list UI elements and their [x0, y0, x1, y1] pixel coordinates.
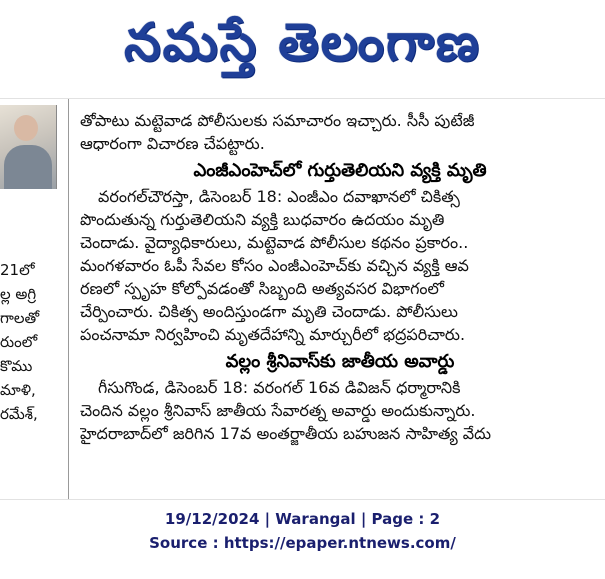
edition-meta: 19/12/2024 | Warangal | Page : 2 [164, 510, 441, 528]
article-line: మంగళవారం ఓపీ సేవల కోసం ఎంజీఎంహెచ్‌కు వచ్చిన వ్యక్తి ఆవ [80, 256, 469, 275]
article-line: చేర్పించారు. చికిత్స అందిస్తుండగా మృతి చెందాడు. పోలీసులు [80, 302, 458, 321]
article-line: చెందాడు. వైద్యాధికారులు, మట్టెవాడ పోలీసుల కథనం ప్రకారం.. [80, 233, 469, 252]
person-photo [0, 105, 57, 189]
article-continued [80, 109, 600, 155]
masthead [0, 0, 605, 98]
article-line: వరంగల్‌చౌరస్తా, డిసెంబర్‌ 18: ఎంజీఎం దవాఖానలో చికిత్స [98, 187, 460, 206]
article-line: రణలో స్పృహ కోల్పోవడంతో సిబ్బంది అత్యవసర విభాగంలో [80, 279, 444, 298]
newspaper-clipping [0, 98, 605, 500]
left-column-line: మాళి, [0, 381, 36, 399]
source-link[interactable]: Source : https://epaper.ntnews.com/ [149, 534, 456, 552]
left-column-line: రమేశ్, [0, 405, 38, 423]
article-mgm-death [80, 158, 600, 346]
left-column-fragment [0, 99, 68, 499]
left-column-line: గాలతో [0, 309, 40, 327]
article-headline: వల్లం శ్రీనివాస్‌కు జాతీయ అవార్డు [225, 351, 455, 372]
article-line: గీసుగొండ, డిసెంబర్‌ 18: వరంగల్‌ 16వ డివిజన్‌ ధర్మారానికి [98, 378, 461, 397]
article-line: ఆధారంగా విచారణ చేపట్టారు. [80, 134, 265, 153]
article-line: పొందుతున్న గుర్తుతెలియని వ్యక్తి బుధవారం ఉదయం మృతి [80, 210, 445, 229]
article-line: హైదరాబాద్‌లో జరిగిన 17వ అంతర్జాతీయ బహుజన సాహిత్య వేదు [80, 424, 491, 443]
person-photo-shoulder [4, 145, 52, 189]
left-column-line: ల్ల అగ్రి [0, 285, 37, 303]
left-column-line: 21లో [0, 261, 35, 279]
main-column [80, 99, 600, 499]
left-column-line: కొము [0, 357, 33, 375]
left-column-line: రుంలో [0, 333, 38, 351]
article-award [80, 349, 600, 445]
article-line: తోపాటు మట్టెవాడ పోలీసులకు సమాచారం ఇచ్చారు. సీసీ పుటేజీ [80, 111, 475, 130]
column-divider [68, 99, 69, 499]
article-headline: ఎంజీఎంహెచ్‌లో గుర్తుతెలియని వ్యక్తి మృతి [193, 160, 487, 181]
article-line: పంచనామా నిర్వహించి మృతదేహాన్ని మార్చురీలో భద్రపరిచారు. [80, 325, 466, 344]
clipping-footer [0, 507, 605, 555]
cropped-text-edge [80, 99, 600, 109]
article-line: చెందిన వల్లం శ్రీనివాస్‌ జాతీయ సేవారత్న అవార్డు అందుకున్నారు. [80, 401, 476, 420]
newspaper-logo-title: నమస్తే తెలంగాణ [124, 12, 481, 73]
